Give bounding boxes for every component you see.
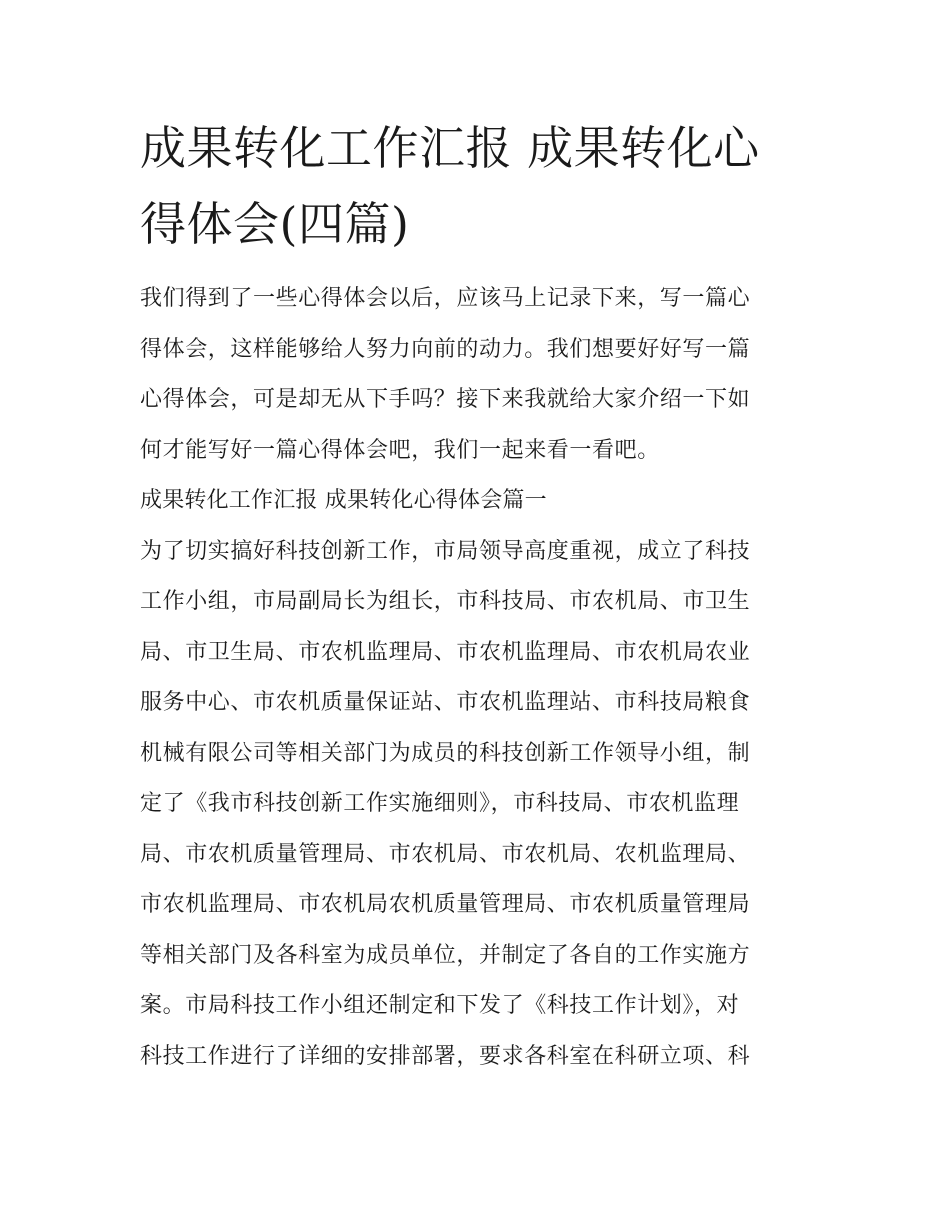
title-line: 成果转化工作汇报 成果转化心 [140,121,760,175]
intro-line: 得体会，这样能够给人努力向前的动力。我们想要好好写一篇 [140,336,751,362]
document-title [140,110,812,262]
section-heading: 成果转化工作汇报 成果转化心得体会篇一 [140,488,547,513]
body-line: 局、市卫生局、市农机监理局、市农机监理局、市农机局农业 [140,639,751,665]
body-line: 市农机监理局、市农机局农机质量管理局、市农机质量管理局 [140,892,751,917]
body-line: 为了切实搞好科技创新工作，市局领导高度重视，成立了科技 [140,538,751,564]
intro-line: 心得体会，可是却无从下手吗？接下来我就给大家介绍一下如 [140,387,751,412]
document-page [140,110,812,1082]
body-line: 定了《我市科技创新工作实施细则》，市科技局、市农机监理 [140,791,740,816]
body-line: 等相关部门及各科室为成员单位，并制定了各自的工作实施方 [140,942,751,968]
body-line: 案。市局科技工作小组还制定和下发了《科技工作计划》，对 [140,993,740,1018]
body-line: 机械有限公司等相关部门为成员的科技创新工作领导小组，制 [140,740,751,766]
title-line: 得体会(四篇) [140,197,410,251]
body-line: 科技工作进行了详细的安排部署，要求各科室在科研立项、科 [140,1043,751,1069]
body-paragraph [140,527,812,1083]
intro-line: 何才能写好一篇心得体会吧，我们一起来看一看吧。 [140,437,660,463]
body-line: 服务中心、市农机质量保证站、市农机监理站、市科技局粮食 [140,690,751,715]
body-line: 工作小组，市局副局长为组长，市科技局、市农机局、市卫生 [140,589,751,614]
intro-paragraph [140,274,812,476]
body-line: 局、市农机质量管理局、市农机局、市农机局、农机监理局、 [140,841,751,867]
intro-line: 我们得到了一些心得体会以后，应该马上记录下来，写一篇心 [140,286,751,311]
